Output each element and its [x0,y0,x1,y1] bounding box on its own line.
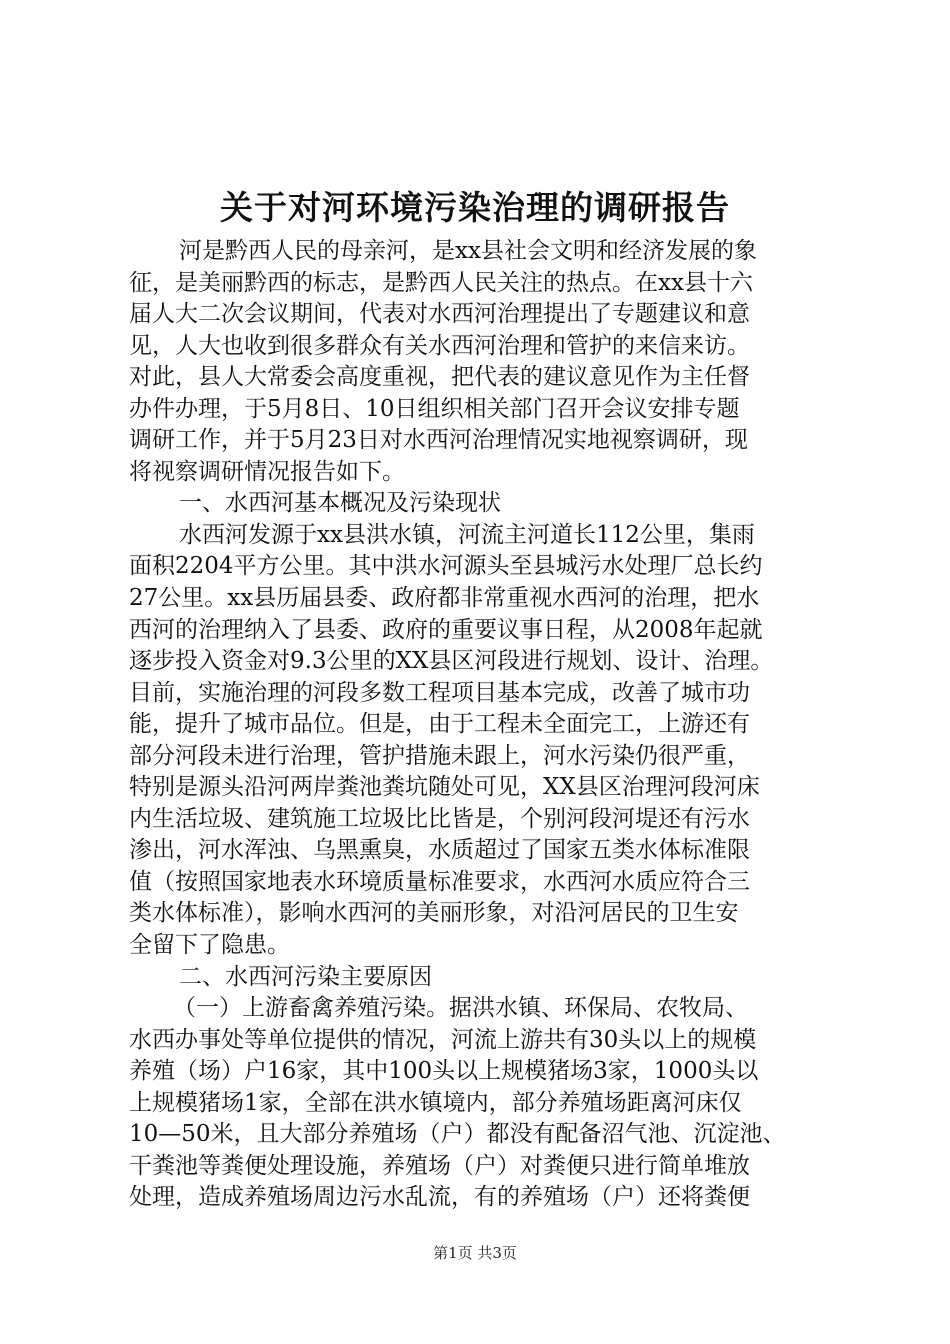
text-line: 届人大二次会议期间，代表对水西河治理提出了专题建议和意 [129,301,750,328]
text-line: 能，提升了城市品位。但是，由于工程未全面完工，上游还有 [129,711,750,738]
text-line: 27公里。xx县历届县委、政府都非常重视水西河的治理，把水 [129,585,760,612]
text-line: 水西河发源于xx县洪水镇，河流主河道长112公里，集雨 [179,521,755,548]
page-footer: 第1页 共3页 [433,1244,517,1262]
text-line: 处理，造成养殖场周边污水乱流，有的养殖场（户）还将粪便 [129,1184,750,1211]
section-heading: 二、水西河污染主要原因 [179,963,432,990]
text-line: 将视察调研情况报告如下。 [129,458,405,485]
text-line: 目前，实施治理的河段多数工程项目基本完成，改善了城市功 [129,679,750,706]
text-line: 全留下了隐患。 [129,932,290,959]
text-line: 逐步投入资金对9.3公里的XX县区河段进行规划、设计、治理。 [129,648,774,675]
text-line: 西河的治理纳入了县委、政府的重要议事日程，从2008年起就 [129,616,763,643]
text-line: 干粪池等粪便处理设施，养殖场（户）对粪便只进行简单堆放 [129,1152,750,1179]
text-line: 10—50米，且大部分养殖场（户）都没有配备沼气池、沉淀池、 [129,1121,786,1148]
text-line: 水西办事处等单位提供的情况，河流上游共有30头以上的规模 [129,1026,757,1053]
document-body [129,236,824,1214]
text-line: 部分河段未进行治理，管护措施未跟上，河水污染仍很严重， [129,742,750,769]
text-line: 调研工作，并于5月23日对水西河治理情况实地视察调研，现 [129,427,748,454]
text-line: 特别是源头沿河两岸粪池粪坑随处可见，XX县区治理河段河床 [129,774,760,801]
text-line: （一）上游畜禽养殖污染。据洪水镇、环保局、农牧局、 [173,995,748,1022]
text-line: 上规模猪场1家，全部在洪水镇境内，部分养殖场距离河床仅 [129,1089,742,1116]
text-line: 征，是美丽黔西的标志，是黔西人民关注的热点。在xx县十六 [129,269,753,296]
text-line: 内生活垃圾、建筑施工垃圾比比皆是，个别河段河堤还有污水 [129,805,750,832]
text-line: 对此，县人大常委会高度重视，把代表的建议意见作为主任督 [129,364,750,391]
text-line: 值（按照国家地表水环境质量标准要求，水西河水质应符合三 [129,868,750,895]
section-heading: 一、水西河基本概况及污染现状 [179,490,501,517]
text-line: 面积2204平方公里。其中洪水河源头至县城污水处理厂总长约 [129,553,763,580]
text-line: 河是黔西人民的母亲河，是xx县社会文明和经济发展的象 [179,238,757,264]
text-line: 类水体标准），影响水西河的美丽形象，对沿河居民的卫生安 [129,900,739,927]
document-title: 关于对河环境污染治理的调研报告 [220,188,730,227]
text-line: 办件办理，于5月8日、10日组织相关部门召开会议安排专题 [129,395,740,422]
text-line: 见，人大也收到很多群众有关水西河治理和管护的来信来访。 [129,332,750,359]
text-line: 渗出，河水浑浊、乌黑熏臭，水质超过了国家五类水体标准限 [129,837,750,864]
text-line: 养殖（场）户16家，其中100头以上规模猪场3家，1000头以 [129,1058,759,1085]
